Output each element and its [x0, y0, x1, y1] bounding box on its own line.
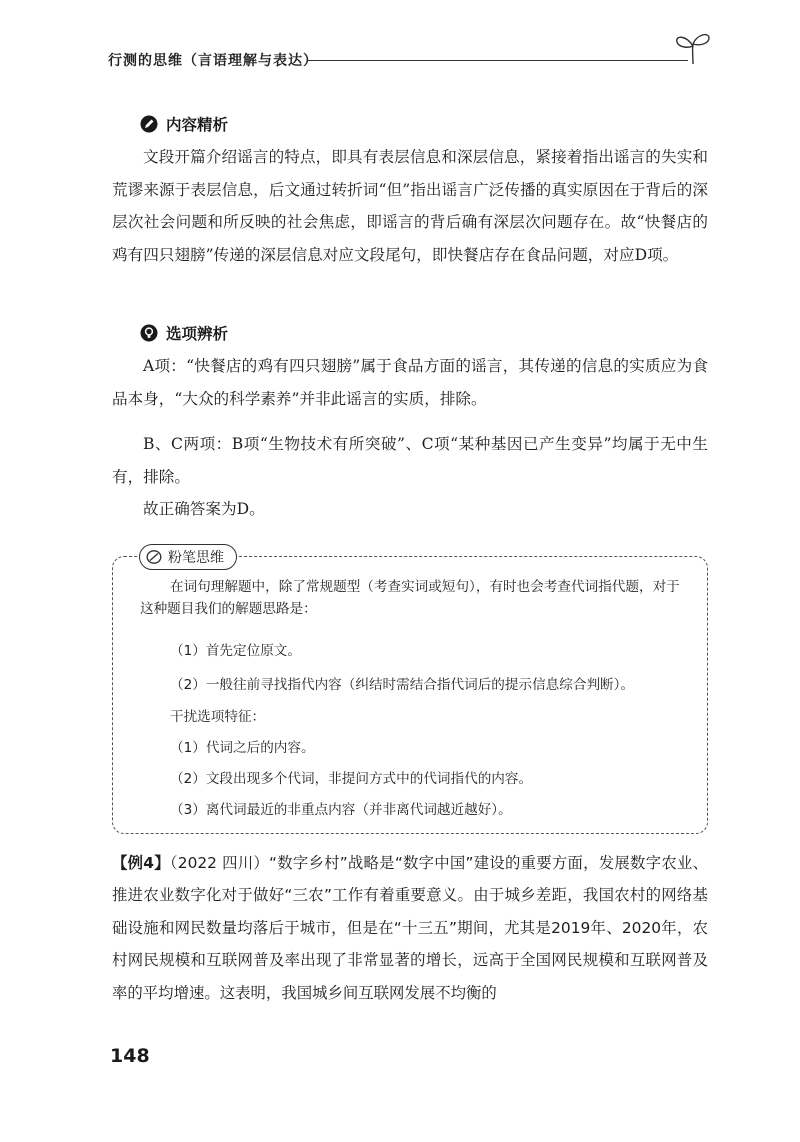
example-open-mark: 【 — [112, 854, 128, 872]
answer-line: 故正确答案为D。 — [143, 500, 265, 518]
tips-label — [139, 544, 237, 570]
page-number: 148 — [110, 1045, 150, 1067]
example-close-mark: 】 — [153, 854, 170, 872]
section-heading-options — [140, 321, 228, 345]
option-bc-paragraph: B、C两项：B项“生物技术有所突破”、C项“某种基因已产生变异”均属于无中生有，排除。 — [112, 435, 708, 486]
example-tag: 例4 — [127, 854, 154, 872]
tips-feature-3: （3）离代词最近的非重点内容（并非离代词越近越好）。 — [170, 802, 512, 818]
header-title: 行测的思维（言语理解与表达） — [108, 53, 318, 69]
example-text: （2022 四川）“数字乡村”战略是“数字中国”建设的重要方面，发展数字农业、推进农业数字化对于做好“三农”工作有着重要意义。由于城乡差距，我国农村的网络基础设施和网民数量均落后于城市，但是在“十三五”期间，尤其是2019年、2020年，农村网民规模和互联网普及率出现了非常显著的增长，远高于全国网民规模和互联网普及率的平均增速。这表明，我国城乡间互联网发展不均衡的 — [112, 854, 708, 1002]
tips-step-2: （2）一般往前寻找指代内容（纠结时需结合指代词后的提示信息综合判断）。 — [170, 677, 635, 693]
analysis-paragraph: 文段开篇介绍谣言的特点，即具有表层信息和深层信息，紧接着指出谣言的失实和荒谬来源于表层信息，后文通过转折词“但”指出谣言广泛传播的真实原因在于背后的深层次社会问题和所反映的社会焦虑，即谣言的背后确有深层次问题存在。故“快餐店的鸡有四只翅膀”传递的深层信息对应文段尾句，即快餐店存在食品问题，对应D项。 — [112, 148, 708, 264]
tips-feature-1: （1）代词之后的内容。 — [170, 740, 315, 756]
bulb-circle-icon — [140, 324, 158, 342]
section-heading-content — [140, 112, 228, 136]
tips-feature-2: （2）文段出现多个代词，非提问方式中的代词指代的内容。 — [170, 771, 533, 787]
section-heading-label: 内容精析 — [166, 116, 229, 134]
example-paragraph — [112, 847, 708, 1009]
page-header — [108, 46, 718, 76]
sprout-icon — [673, 30, 713, 66]
pencil-circle-icon — [140, 115, 158, 133]
tips-intro: 在词句理解题中，除了常规题型（考查实词或短句），有时也会考查代词指代题，对于这种题目我们的解题思路是： — [140, 579, 680, 617]
tips-interference-title: 干扰选项特征： — [170, 709, 266, 725]
header-rule — [308, 60, 688, 61]
lens-icon — [146, 549, 162, 565]
tips-label-text: 粉笔思维 — [168, 550, 224, 566]
option-a-paragraph: A项：“快餐店的鸡有四只翅膀”属于食品方面的谣言，其传递的信息的实质应为食品本身，“大众的科学素养”并非此谣言的实质，排除。 — [112, 357, 708, 408]
section-heading-label: 选项辨析 — [166, 325, 229, 343]
tips-step-1: （1）首先定位原文。 — [170, 643, 301, 659]
